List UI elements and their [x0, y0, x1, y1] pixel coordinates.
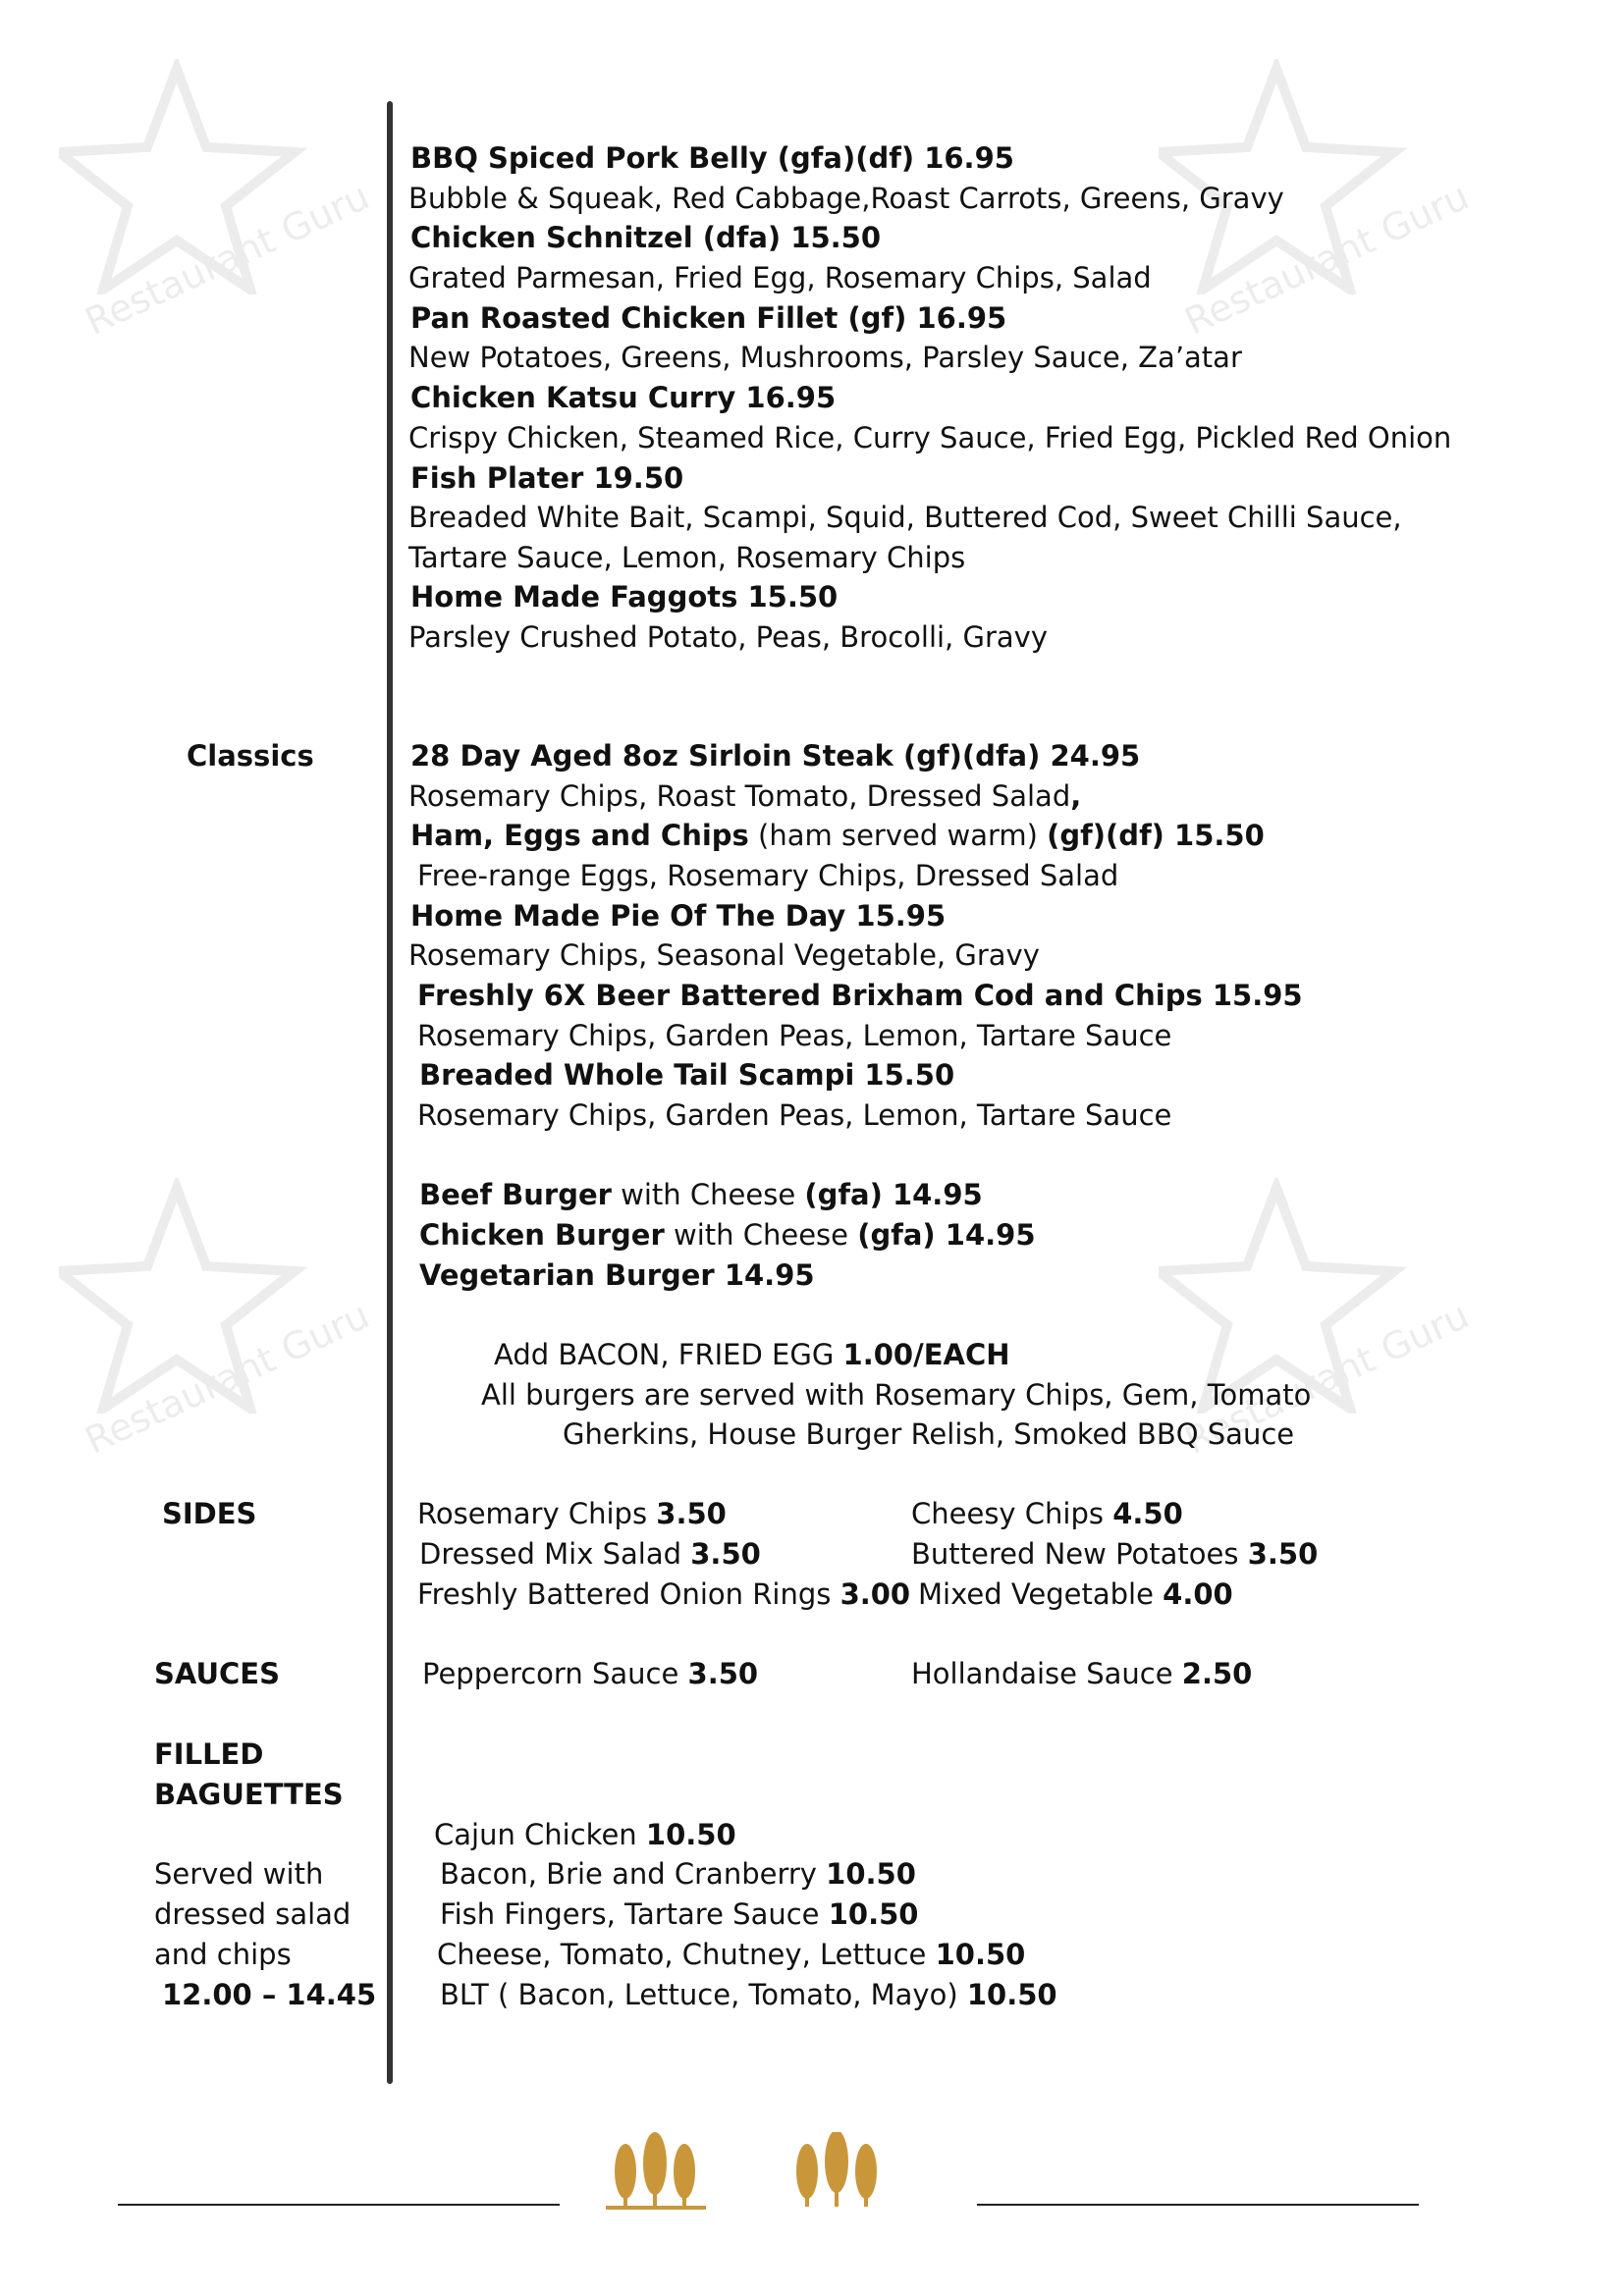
- dish-name: Fish Plater 19.50: [410, 461, 684, 495]
- dish-description: Rosemary Chips, Garden Peas, Lemon, Tartare Sauce: [417, 1098, 1172, 1132]
- section-label-baguettes: BAGUETTES: [154, 1778, 344, 1811]
- dish-name: Home Made Pie Of The Day 15.95: [410, 899, 947, 933]
- watermark: Restaurant Guru: [1159, 1178, 1512, 1502]
- side-item: Mixed Vegetable 4.00: [918, 1577, 1233, 1611]
- baguette-item: Cajun Chicken 10.50: [434, 1818, 736, 1851]
- section-label-sauces: SAUCES: [154, 1657, 280, 1690]
- vertical-divider: [387, 101, 393, 2084]
- side-item: Dressed Mix Salad 3.50: [419, 1537, 761, 1571]
- burger-addon: Add BACON, FRIED EGG 1.00/EACH: [494, 1338, 1010, 1371]
- baguettes-note: Served with: [154, 1857, 324, 1891]
- baguette-item: BLT ( Bacon, Lettuce, Tomato, Mayo) 10.50: [440, 1978, 1057, 2011]
- dish-description: Bubble & Squeak, Red Cabbage,Roast Carrots, Greens, Gravy: [408, 182, 1284, 215]
- baguette-item: Bacon, Brie and Cranberry 10.50: [440, 1857, 916, 1891]
- tree-icon: [604, 2132, 712, 2220]
- restaurant-guru-logo-icon: [1159, 59, 1414, 294]
- side-item: Cheesy Chips 4.50: [911, 1497, 1183, 1530]
- dish-description: Rosemary Chips, Roast Tomato, Dressed Salad,: [408, 779, 1082, 813]
- dish-description: Free-range Eggs, Rosemary Chips, Dressed Salad: [417, 859, 1119, 892]
- baguettes-price-range: 12.00 – 14.45: [162, 1978, 377, 2011]
- dish-name: Breaded Whole Tail Scampi 15.50: [419, 1058, 955, 1092]
- sauce-item: Hollandaise Sauce 2.50: [911, 1657, 1253, 1690]
- section-label-filled: FILLED: [154, 1737, 264, 1771]
- burger-note: All burgers are served with Rosemary Chips, Gem, Tomato: [481, 1378, 1312, 1412]
- dish-name: Pan Roasted Chicken Fillet (gf) 16.95: [410, 301, 1007, 335]
- side-item: Buttered New Potatoes 3.50: [911, 1537, 1319, 1571]
- section-label-sides: SIDES: [162, 1497, 257, 1530]
- footer-rule-left: [118, 2204, 560, 2206]
- dish-description: Crispy Chicken, Steamed Rice, Curry Sauce, Fried Egg, Pickled Red Onion: [408, 421, 1452, 454]
- dish-name: Ham, Eggs and Chips (ham served warm) (gf)(df) 15.50: [410, 819, 1265, 852]
- side-item: Freshly Battered Onion Rings 3.00: [417, 1577, 911, 1611]
- tree-icon: [785, 2132, 893, 2220]
- watermark: Restaurant Guru: [1159, 59, 1512, 383]
- dish-name: Chicken Schnitzel (dfa) 15.50: [410, 221, 882, 254]
- restaurant-guru-logo-icon: [59, 59, 314, 294]
- dish-name: Chicken Katsu Curry 16.95: [410, 381, 837, 414]
- side-item: Rosemary Chips 3.50: [417, 1497, 727, 1530]
- burger-item: Vegetarian Burger 14.95: [419, 1258, 815, 1292]
- baguette-item: Cheese, Tomato, Chutney, Lettuce 10.50: [437, 1938, 1026, 1971]
- baguettes-note: dressed salad: [154, 1897, 352, 1931]
- sauce-item: Peppercorn Sauce 3.50: [422, 1657, 759, 1690]
- baguette-item: Fish Fingers, Tartare Sauce 10.50: [440, 1897, 919, 1931]
- watermark: Restaurant Guru: [59, 1178, 412, 1502]
- dish-description: Parsley Crushed Potato, Peas, Brocolli, Gravy: [408, 620, 1048, 654]
- watermark: Restaurant Guru: [59, 59, 412, 383]
- dish-name: BBQ Spiced Pork Belly (gfa)(df) 16.95: [410, 141, 1014, 175]
- dish-description: Breaded White Bait, Scampi, Squid, Buttered Cod, Sweet Chilli Sauce,: [408, 501, 1402, 534]
- dish-name: Home Made Faggots 15.50: [410, 580, 839, 614]
- dish-description: Grated Parmesan, Fried Egg, Rosemary Chips, Salad: [408, 261, 1152, 294]
- footer-rule-right: [977, 2204, 1419, 2206]
- burger-item: Chicken Burger with Cheese (gfa) 14.95: [419, 1218, 1036, 1252]
- section-label-classics: Classics: [187, 739, 314, 773]
- baguettes-note: and chips: [154, 1938, 292, 1971]
- dish-name: Freshly 6X Beer Battered Brixham Cod and Chips 15.95: [417, 979, 1303, 1012]
- dish-name: 28 Day Aged 8oz Sirloin Steak (gf)(dfa) 24.95: [410, 739, 1141, 773]
- dish-description: New Potatoes, Greens, Mushrooms, Parsley Sauce, Za’atar: [408, 341, 1242, 374]
- dish-description: Rosemary Chips, Garden Peas, Lemon, Tartare Sauce: [417, 1019, 1172, 1052]
- burger-note: Gherkins, House Burger Relish, Smoked BBQ Sauce: [563, 1417, 1295, 1451]
- dish-description: Rosemary Chips, Seasonal Vegetable, Gravy: [408, 938, 1040, 972]
- burger-item: Beef Burger with Cheese (gfa) 14.95: [419, 1178, 983, 1211]
- restaurant-guru-logo-icon: [59, 1178, 314, 1414]
- dish-description: Tartare Sauce, Lemon, Rosemary Chips: [408, 541, 966, 574]
